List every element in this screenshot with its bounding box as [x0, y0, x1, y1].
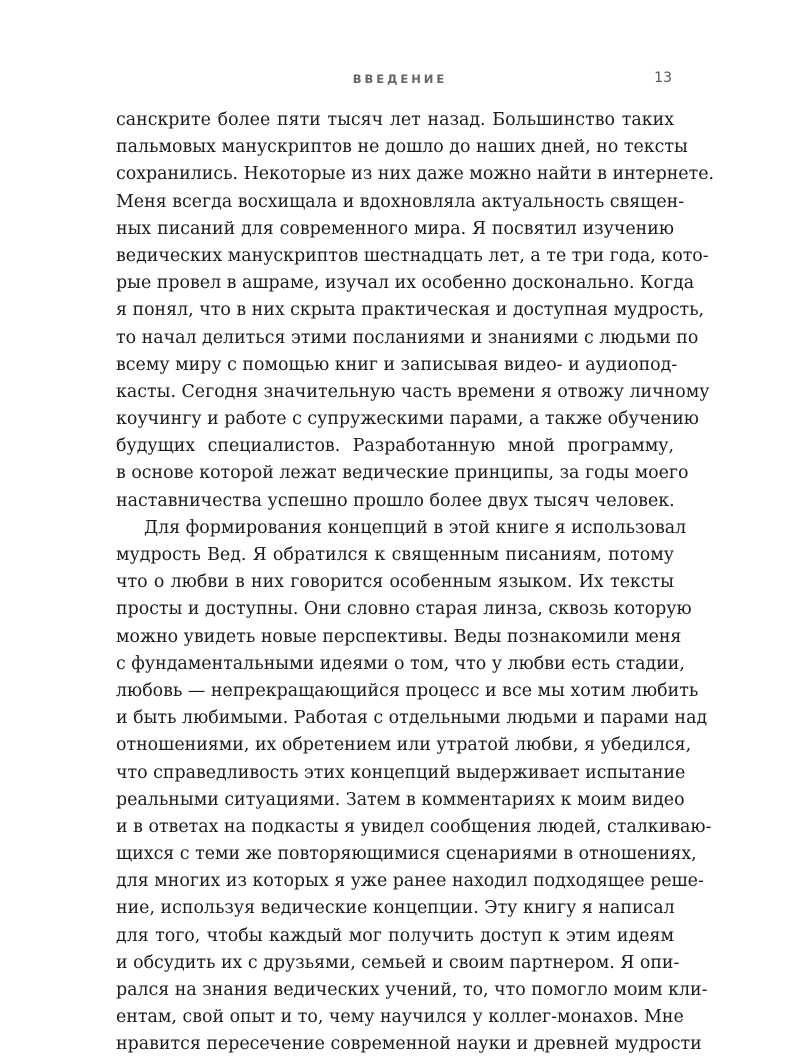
text-line: ных писаний для современного мира. Я посвятил изучению	[116, 218, 674, 239]
text-line: можно увидеть новые перспективы. Веды познакомили меня	[116, 626, 682, 647]
text-line: всему миру с помощью книг и записывая видео- и аудиопод-	[116, 354, 678, 375]
text-line: отношениями, их обретением или утратой любви, я убедился,	[116, 735, 692, 756]
text-line: касты. Сегодня значительную часть времени я отвожу личному	[116, 381, 710, 402]
text-line: пальмовых манускриптов не дошло до наших дней, но тексты	[116, 137, 688, 158]
text-line: в основе которой лежат ведические принципы, за годы моего	[116, 463, 689, 484]
paragraph	[116, 107, 715, 515]
text-line: и в ответах на подкасты я увидел сообщения людей, сталкиваю-	[116, 816, 712, 837]
text-line: наставничества успешно прошло более двух тысяч человек.	[116, 490, 675, 511]
text-line: ние, используя ведические концепции. Эту книгу я написал	[116, 898, 675, 919]
text-line: любовь — непрекращающийся процесс и все мы хотим любить	[116, 680, 699, 701]
section-title: ВВЕДЕНИЕ	[352, 72, 448, 86]
page-number: 13	[654, 70, 672, 86]
text-line: коучингу и работе с супружескими парами, а также обучению	[116, 409, 699, 430]
text-line: и быть любимыми. Работая с отдельными людьми и парами над	[116, 708, 708, 729]
text-line: Для формирования концепций в этой книге я использовал	[144, 517, 687, 538]
running-head	[0, 70, 800, 90]
text-line: что о любви в них говорится особенным языком. Их тексты	[116, 572, 674, 593]
text-line: будущих специалистов. Разработанную мной программу,	[116, 436, 674, 457]
text-line: мудрость Вед. Я обратился к священным писаниям, потому	[116, 545, 674, 565]
text-line: что справедливость этих концепций выдерживает испытание	[116, 762, 686, 783]
body-text	[116, 107, 715, 1059]
text-line: реальными ситуациями. Затем в комментариях к моим видео	[116, 789, 685, 810]
text-line: просты и доступны. Они словно старая линза, сквозь которую	[116, 599, 692, 620]
text-line: рые провел в ашраме, изучал их особенно досконально. Когда	[116, 273, 695, 294]
text-line: Меня всегда восхищала и вдохновляла актуальность священ-	[116, 191, 685, 212]
text-line: я понял, что в них скрыта практическая и доступная мудрость,	[116, 300, 705, 321]
text-line: сохранились. Некоторые из них даже можно найти в интернете.	[116, 164, 715, 185]
text-line: щихся с теми же повторяющимися сценариями в отношениях,	[116, 844, 697, 865]
text-line: для многих из которых я уже ранее находил подходящее реше-	[116, 871, 704, 892]
text-line: с фундаментальными идеями о том, что у любви есть стадии,	[116, 653, 685, 674]
text-line: и обсудить их с друзьями, семьей и своим партнером. Я опи-	[116, 952, 680, 973]
text-line: рался на знания ведических учений, то, что помогло моим кли-	[116, 980, 708, 1000]
text-line: то начал делиться этими посланиями и знаниями с людьми по	[116, 327, 699, 348]
text-line: для того, чтобы каждый мог получить доступ к этим идеям	[116, 925, 674, 946]
text-line: ентам, свой опыт и то, чему научился у коллег-монахов. Мне	[116, 1007, 684, 1028]
text-line: санскрите более пяти тысяч лет назад. Большинство таких	[116, 110, 674, 130]
text-line: нравится пересечение современной науки и древней мудрости	[116, 1034, 702, 1055]
text-line: ведических манускриптов шестнадцать лет, а те три года, кото-	[116, 245, 709, 266]
paragraph	[116, 515, 712, 1059]
